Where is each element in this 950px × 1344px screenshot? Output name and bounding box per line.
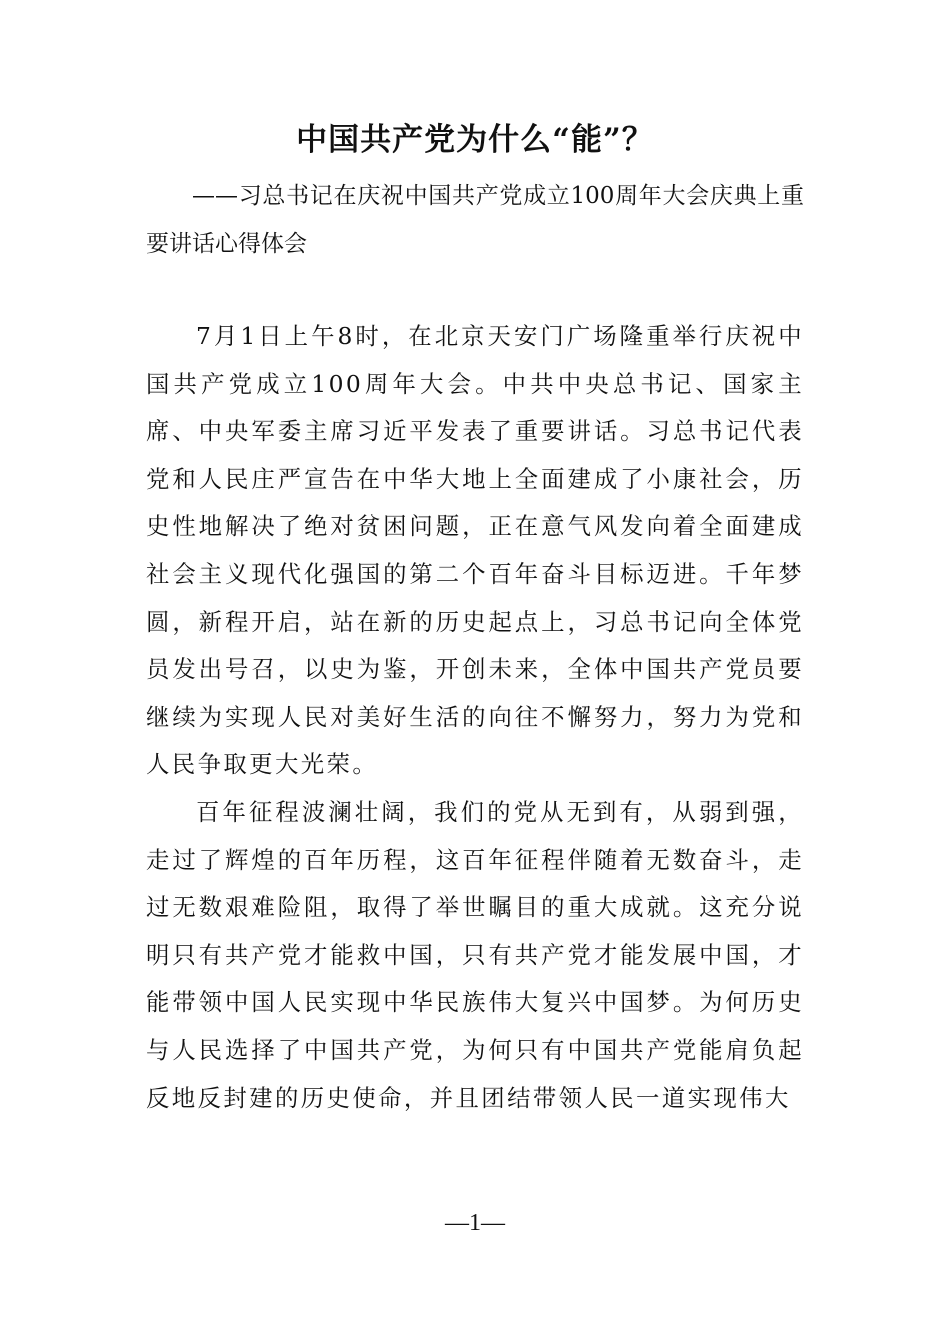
document-title: 中国共产党为什么“能”？ <box>296 122 654 158</box>
page-number: —1— <box>445 1210 505 1236</box>
paragraph: 7月1日上午8时，在北京天安门广场隆重举行庆祝中国共产党成立100周年大会。中共中央总书记、国家主席、中央军委主席习近平发表了重要讲话。习总书记代表党和人民庄严宣告在中华大地上全面建成了小康社会，历史性地解决了绝对贫困问题，正在意气风发向着全面建成社会主义现代化强国的第二个百年奋斗目标迈进。千年梦圆，新程开启，站在新的历史起点上，习总书记向全体党员发出号召，以史为鉴，开创未来，全体中国共产党员要继续为实现人民对美好生活的向往不懈努力，努力为党和人民争取更大光荣。 <box>146 322 804 779</box>
document-subtitle: ——习总书记在庆祝中国共产党成立100周年大会庆典上重要讲话心得体会 <box>146 183 804 257</box>
paragraph: 百年征程波澜壮阔，我们的党从无到有，从弱到强，走过了辉煌的百年历程，这百年征程伴随着无数奋斗，走过无数艰难险阻，取得了举世瞩目的重大成就。这充分说明只有共产党才能救中国，只有共产党才能发展中国，才能带领中国人民实现中华民族伟大复兴中国梦。为何历史与人民选择了中国共产党，为何只有中国共产党能肩负起反地反封建的历史使命，并且团结带领人民一道实现伟大 <box>146 797 804 1112</box>
document-body <box>146 313 804 1122</box>
